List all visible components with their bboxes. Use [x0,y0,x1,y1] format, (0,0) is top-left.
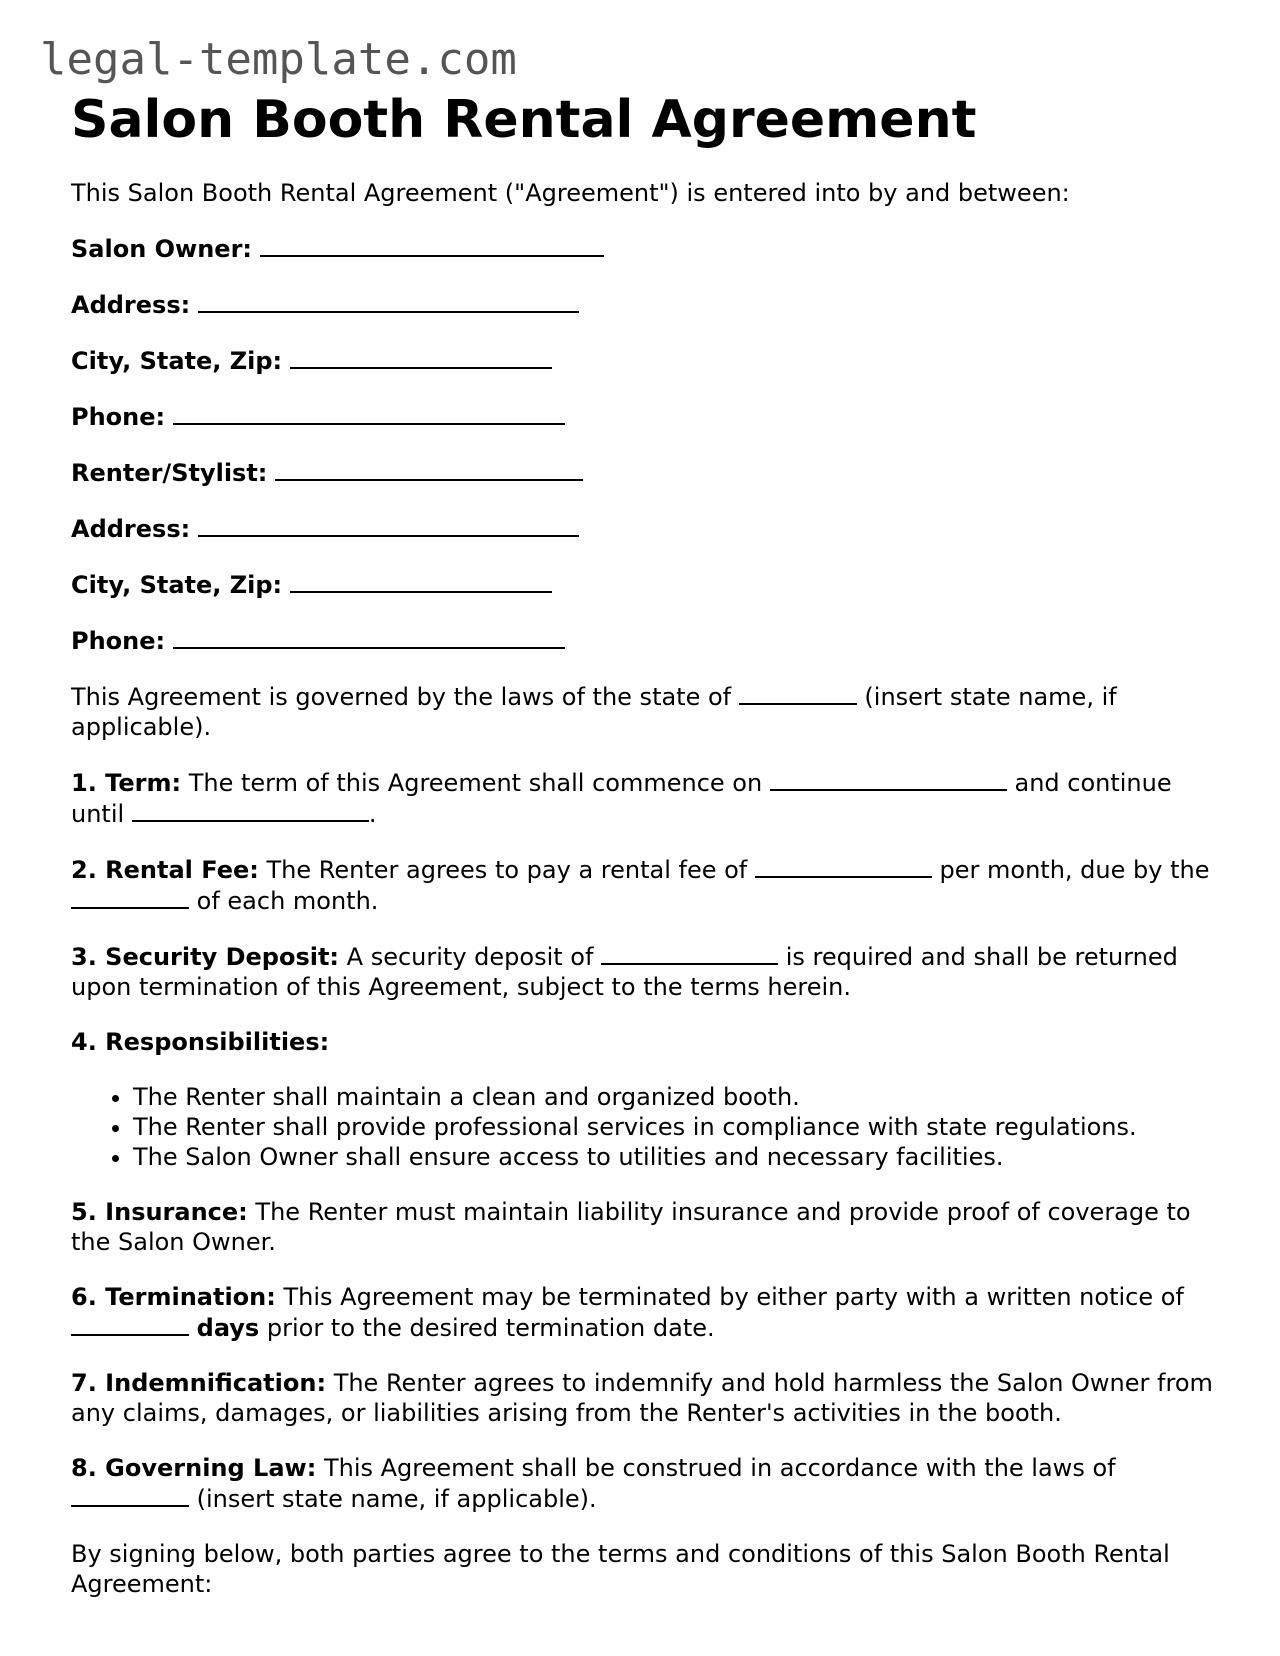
owner-name-blank[interactable] [260,233,604,257]
renter-phone-label: Phone: [71,627,166,655]
section-rental-fee [71,854,1221,916]
document-body [71,88,1221,1624]
section-insurance [71,1197,1221,1257]
term-text-2: and continue until [71,769,1172,828]
section-termination [71,1282,1221,1343]
list-item: • The Salon Owner shall ensure access to utilities and necessary facilities. [133,1142,1221,1172]
intro-paragraph: This Salon Booth Rental Agreement ("Agreement") is entered into by and between: [71,179,1070,207]
rental-text-1: The Renter agrees to pay a rental fee of [266,856,748,884]
list-item: • The Renter shall maintain a clean and organized booth. [133,1082,1221,1112]
term-text-1: The term of this Agreement shall commence on [188,769,763,797]
governing-law-state-blank[interactable] [71,1483,189,1507]
document-title: Salon Booth Rental Agreement [71,90,977,150]
owner-city-label: City, State, Zip: [71,347,283,375]
rental-heading: 2. Rental Fee: [71,856,259,884]
governed-state-blank[interactable] [739,681,857,705]
term-start-blank[interactable] [770,767,1007,791]
governing-law-heading: 8. Governing Law: [71,1454,317,1482]
insurance-heading: 5. Insurance: [71,1198,248,1226]
term-heading: 1. Term: [71,769,182,797]
section-indemnification [71,1368,1221,1428]
owner-address-field [71,289,1221,320]
responsibilities-heading: 4. Responsibilities: [71,1028,330,1056]
section-term [71,767,1221,829]
section-governing-law [71,1453,1221,1514]
deposit-text-1: A security deposit of [346,943,594,971]
termination-heading: 6. Termination: [71,1283,276,1311]
renter-phone-blank[interactable] [173,625,565,649]
owner-address-blank[interactable] [198,289,579,313]
renter-name-field [71,457,1221,488]
owner-phone-blank[interactable] [173,401,565,425]
termination-days-blank[interactable] [71,1312,189,1336]
renter-address-blank[interactable] [198,513,579,537]
site-watermark: legal-template.com [40,34,517,85]
owner-name-label: Salon Owner: [71,235,253,263]
rental-fee-blank[interactable] [755,854,932,878]
deposit-heading: 3. Security Deposit: [71,943,340,971]
indemnification-heading: 7. Indemnification: [71,1369,327,1397]
renter-address-label: Address: [71,515,191,543]
section-responsibilities [71,1027,1221,1057]
renter-city-label: City, State, Zip: [71,571,283,599]
termination-text-1: This Agreement may be terminated by either party with a written notice of [283,1283,1184,1311]
insurance-text: The Renter must maintain liability insurance and provide proof of coverage to the Salon Owner. [71,1198,1191,1256]
renter-address-field [71,513,1221,544]
rental-text-2: per month, due by the [939,856,1210,884]
list-item: • The Renter shall provide professional services in compliance with state regulations. [133,1112,1221,1142]
term-end-blank[interactable] [132,798,369,822]
rental-text-3: of each month. [196,887,379,915]
termination-days-word: days [196,1314,260,1342]
owner-phone-field [71,401,1221,432]
governed-text-after: (insert state name, if applicable). [71,683,1117,741]
renter-city-field [71,569,1221,600]
owner-name-field [71,233,1221,264]
deposit-text-2: is required and shall be returned upon termination of this Agreement, subject to the terms herein. [71,943,1178,1001]
owner-city-blank[interactable] [290,345,552,369]
renter-name-blank[interactable] [275,457,583,481]
section-security-deposit [71,941,1221,1002]
renter-city-blank[interactable] [290,569,552,593]
closing-paragraph: By signing below, both parties agree to the terms and conditions of this Salon Booth Rental Agreement: [71,1540,1170,1598]
owner-address-label: Address: [71,291,191,319]
term-text-3: . [368,800,377,828]
governed-text-before: This Agreement is governed by the laws of the state of [71,683,732,711]
renter-phone-field [71,625,1221,656]
governing-law-text-1: This Agreement shall be construed in accordance with the laws of [323,1454,1116,1482]
owner-city-field [71,345,1221,376]
deposit-amount-blank[interactable] [601,941,778,965]
indemnification-text: The Renter agrees to indemnify and hold harmless the Salon Owner from any claims, damages, or liabilities arising from the Renter's activities in the booth. [71,1369,1213,1427]
owner-phone-label: Phone: [71,403,166,431]
termination-text-2: prior to the desired termination date. [266,1314,715,1342]
renter-name-label: Renter/Stylist: [71,459,268,487]
governing-law-text-2: (insert state name, if applicable). [196,1485,597,1513]
responsibilities-list [71,1082,1221,1172]
rental-due-blank[interactable] [71,885,189,909]
governed-paragraph [71,681,1221,742]
